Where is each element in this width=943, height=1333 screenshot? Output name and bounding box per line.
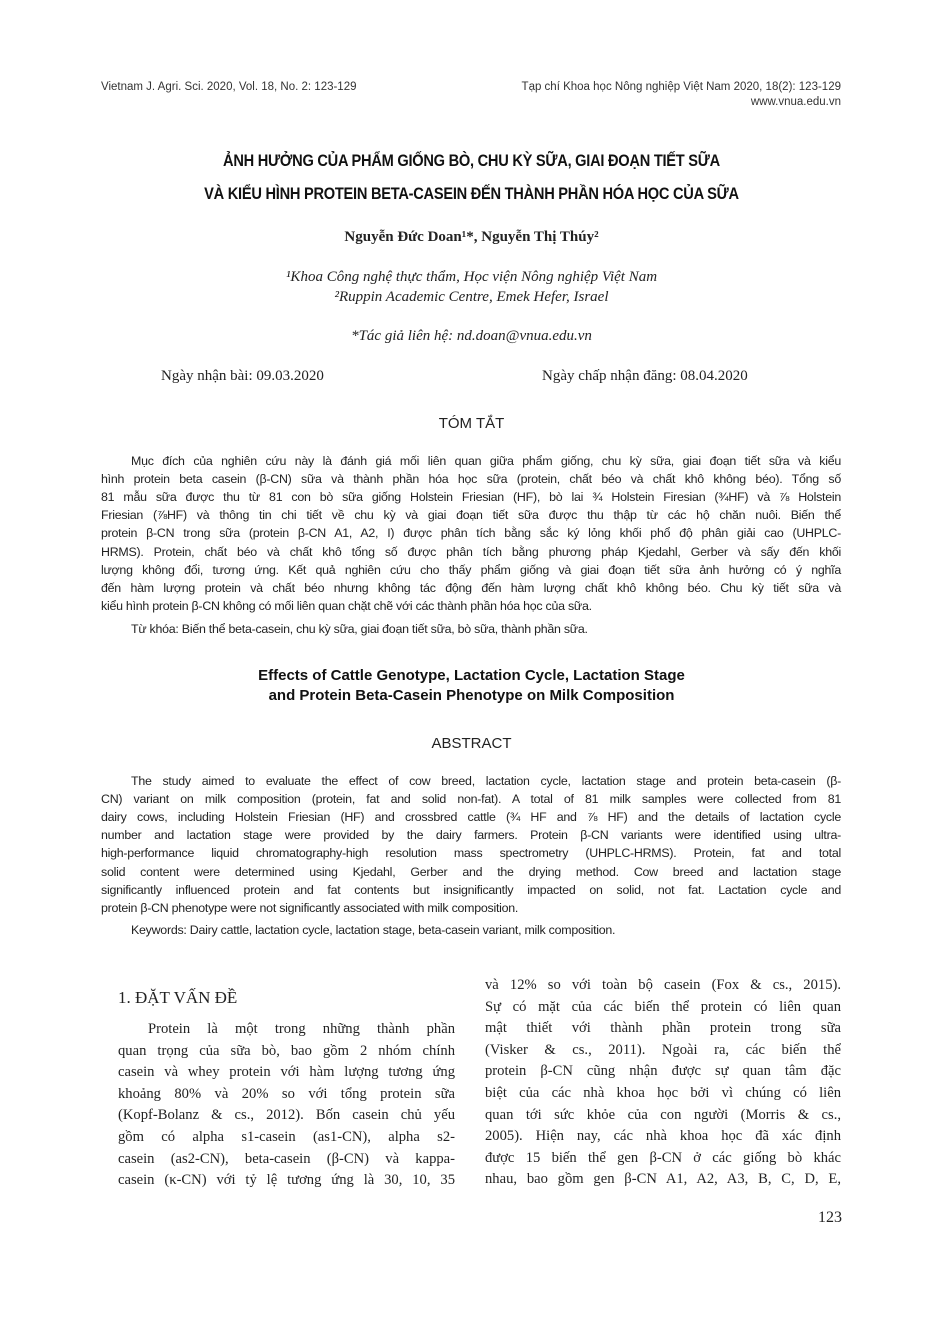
summary-line: Mục đích của nghiên cứu này là đánh giá mối liên quan giữa phẩm giống, chu kỳ sữa, giai đoạn tiết sữa và kiểu xyxy=(131,454,841,468)
authors: Nguyễn Đức Doan¹*, Nguyễn Thị Thúy² xyxy=(344,229,599,245)
abstract-heading: ABSTRACT xyxy=(431,735,512,752)
body-line: Protein là một trong những thành phần xyxy=(148,1021,455,1037)
body-line: mật thiết với thành phần protein trong sữa xyxy=(485,1020,841,1037)
body-line: nhau, bao gồm gen β-CN A1, A2, A3, B, C, D, E, xyxy=(485,1171,841,1188)
body-line: protein β-CN cũng nhận được sự quan tâm đặc xyxy=(485,1063,841,1080)
summary-line: 81 mẫu sữa được thu từ 81 con bò sữa giống Holstein Friesian (HF), bò lai ¾ Holstein Firesian (¾HF) và ⅞ Holstein xyxy=(101,490,841,505)
affiliation-2: ²Ruppin Academic Centre, Emek Hefer, Israel xyxy=(334,289,609,305)
body-line: biệt của các nhà khoa học bởi vì chúng có liên xyxy=(485,1085,841,1101)
abstract-line: solid content were determined using Kjedahl, Gerber and the drying method. Cow breed and lactation stage xyxy=(101,864,841,879)
journal-citation-en: Vietnam J. Agri. Sci. 2020, Vol. 18, No. 2: 123-129 xyxy=(101,81,357,93)
corresponding-author: *Tác giả liên hệ: nd.doan@vnua.edu.vn xyxy=(351,328,592,344)
body-line: (Visker & cs., 2011). Ngoài ra, các biến thể xyxy=(485,1041,841,1058)
body-line: được 15 biến thể gen β-CN ở các giống bò khác xyxy=(485,1149,841,1166)
page-number: 123 xyxy=(818,1209,842,1226)
journal-website: www.vnua.edu.vn xyxy=(750,96,841,108)
abstract-line: significantly influenced protein and fat contents but insignificantly impacted on solid, not fat. Lactation cycle and xyxy=(101,882,841,897)
title-vi-line-2: VÀ KIỂU HÌNH PROTEIN BETA-CASEIN ĐẾN THÀNH PHẦN HÓA HỌC CỦA SỮA xyxy=(204,184,739,203)
summary-line: Friesian (⅞HF) và thông tin chi tiết về chu kỳ và giai đoạn tiết sữa được thu thập từ các hộ chăn nuôi. Biến thể xyxy=(101,508,841,523)
body-line: Sự có mặt của các biến thể protein có liên quan xyxy=(485,998,841,1015)
title-vi-line-1: ẢNH HƯỞNG CỦA PHẨM GIỐNG BÒ, CHU KỲ SỮA, GIAI ĐOẠN TIẾT SỮA xyxy=(223,151,720,170)
summary-keywords: Từ khóa: Biến thể beta-casein, chu kỳ sữa, giai đoạn tiết sữa, bò sữa, thành phần sữa. xyxy=(131,622,588,636)
summary-line: lượng không đổi, tương ứng. Kết quả nghiên cứu cho thấy phẩm giống và giai đoạn tiết sữa ảnh hưởng có ý nghĩa xyxy=(101,562,841,577)
abstract-line: CN) variant on milk composition (protein, fat and solid non-fat). A total of 81 milk samples were collected from 81 xyxy=(101,792,841,807)
body-line: và 12% so với toàn bộ casein (Fox & cs., 2015). xyxy=(485,977,841,993)
abstract-keywords: Keywords: Dairy cattle, lactation cycle, lactation stage, beta-casein variant, milk composition. xyxy=(131,923,616,937)
affiliation-1: ¹Khoa Công nghệ thực thẩm, Học viện Nông nghiệp Việt Nam xyxy=(285,269,658,285)
accepted-date: Ngày chấp nhận đăng: 08.04.2020 xyxy=(542,368,748,384)
body-line: casein (as2-CN), beta-casein (β-CN) và kappa- xyxy=(118,1150,455,1167)
summary-heading: TÓM TẮT xyxy=(438,415,505,432)
body-line: casein và whey protein với hàm lượng tương ứng xyxy=(118,1064,455,1081)
body-line: khoảng 80% và 20% so với tổng protein sữa xyxy=(118,1085,455,1102)
body-line: (Kopf-Bolanz & cs., 2012). Bốn casein chủ yếu xyxy=(118,1107,455,1124)
title-en-line-2: and Protein Beta-Casein Phenotype on Milk Composition xyxy=(268,687,675,704)
body-line: casein (κ-CN) với tỷ lệ tương ứng là 30, 10, 35 xyxy=(118,1172,455,1189)
abstract-line: dairy cows, including Holstein Friesian (HF) and crossbred cattle (¾ HF and ⅞ HF) and the details of lactation cycle xyxy=(101,810,841,825)
body-line: gồm có alpha s1-casein (as1-CN), alpha s2- xyxy=(118,1129,455,1145)
abstract-line: The study aimed to evaluate the effect of cow breed, lactation cycle, lactation stage and protein beta-casein (β- xyxy=(131,774,841,788)
abstract-line: high-performance liquid chromatography-high resolution mass spectrometry (UHPLC-HRMS). Protein, fat and total xyxy=(101,846,841,861)
abstract-line: number and lactation stage were provided by the dairy farmers. Protein β-CN variants were identified using ultra- xyxy=(101,828,841,843)
body-line: 2005). Hiện nay, các nhà khoa học đã xác định xyxy=(485,1128,841,1145)
summary-line: protein β-CN trong sữa (protein β-CN A1, A2, I) được phân tích bằng sắc ký lỏng khối phổ độ phân giải cao (UHPLC- xyxy=(101,526,841,541)
summary-line: kiểu hình protein β-CN không có mối liên quan chặt chẽ với các thành phần hóa học của sữa. xyxy=(101,598,592,613)
summary-line: HRMS). Protein, chất béo và chất khô tổng số được phân tích bằng phương pháp Kjedahl, Gerber và sấy đến khối xyxy=(101,544,841,559)
summary-line: đến hàm lượng protein và chất béo nhưng không tác động đến hàm lượng chất khô không béo. Chu kỳ tiết sữa và xyxy=(101,580,841,595)
title-en-line-1: Effects of Cattle Genotype, Lactation Cycle, Lactation Stage xyxy=(258,667,685,684)
received-date: Ngày nhận bài: 09.03.2020 xyxy=(161,368,324,384)
journal-citation-vi: Tạp chí Khoa học Nông nghiệp Việt Nam 2020, 18(2): 123-129 xyxy=(521,81,841,93)
abstract-line: protein β-CN phenotype were not significantly associated with milk composition. xyxy=(101,900,519,915)
body-line: quan tới sức khỏe của con người (Morris & cs., xyxy=(485,1106,841,1123)
body-line: quan trọng của sữa bò, bao gồm 2 nhóm chính xyxy=(118,1042,455,1059)
summary-line: hình protein beta casein (β-CN) sữa và thành phần hóa học sữa (protein, chất béo và chất khô không béo). Tổng số xyxy=(101,472,841,487)
section-heading: 1. ĐẶT VẤN ĐỀ xyxy=(118,988,238,1007)
